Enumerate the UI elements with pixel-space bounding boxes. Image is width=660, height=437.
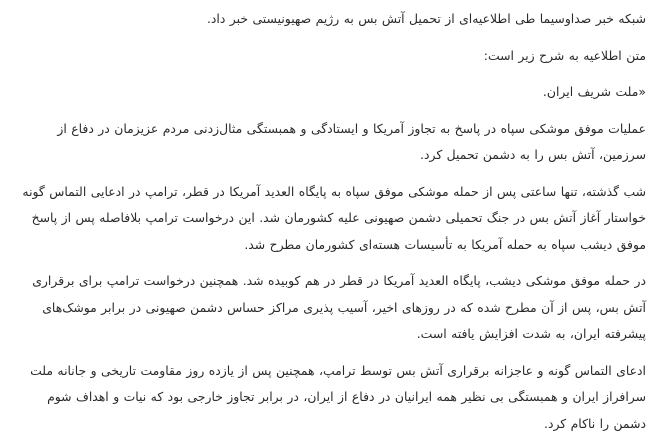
- body-paragraph-3: در حمله موفق موشکی دیشب، پایگاه العدید آمریکا در قطر در هم کوبیده شد. همچنین درخواست ترامپ برای برقراری آتش بس، پس از آن مطرح شده که در روزهای اخیر، آسیب پذیری مراکز حساس دشمن صهیونی در برابر موشک‌های پیشرفته ایران، به شدت افزایش یافته است.: [12, 268, 646, 348]
- announcement-intro-paragraph: متن اطلاعیه به شرح زیر است:: [12, 43, 646, 70]
- body-paragraph-1: عملیات موفق موشکی سپاه در پاسخ به تجاوز آمریکا و ایستادگی و همبستگی مثال‌زدنی مردم عزیزمان در دفاع از سرزمین، آتش بس را به دشمن تحمیل کرد.: [12, 116, 646, 169]
- body-paragraph-2: شب گذشته، تنها ساعتی پس از حمله موشکی موفق سپاه به پایگاه العدید آمریکا در قطر، ترامپ در ادعایی التماس گونه خواستار آغاز آتش بس در جنگ تحمیلی دشمن صهیونی علیه کشورمان شد. این درخواست ترامپ بلافاصله پس از پاسخ موفق دیشب سپاه به حمله آمریکا به تأسیسات هسته‌ای کشورمان مطرح شد.: [12, 179, 646, 259]
- news-lead-paragraph: شبکه خبر صداوسیما طی اطلاعیه‌ای از تحمیل آتش بس به رژیم صهیونیستی خبر داد.: [12, 6, 646, 33]
- body-paragraph-4: ادعای التماس گونه و عاجزانه برقراری آتش بس توسط ترامپ، همچنین پس از یازده روز مقاومت تاریخی و جانانه ملت سرافراز ایران و همبستگی بی نظیر همه ایرانیان در دفاع از ایران، در برابر تجاوز خارجی بود که نیات و اهداف شوم دشمن را ناکام کرد.: [12, 358, 646, 437]
- salutation-paragraph: «ملت شریف ایران.: [12, 79, 646, 106]
